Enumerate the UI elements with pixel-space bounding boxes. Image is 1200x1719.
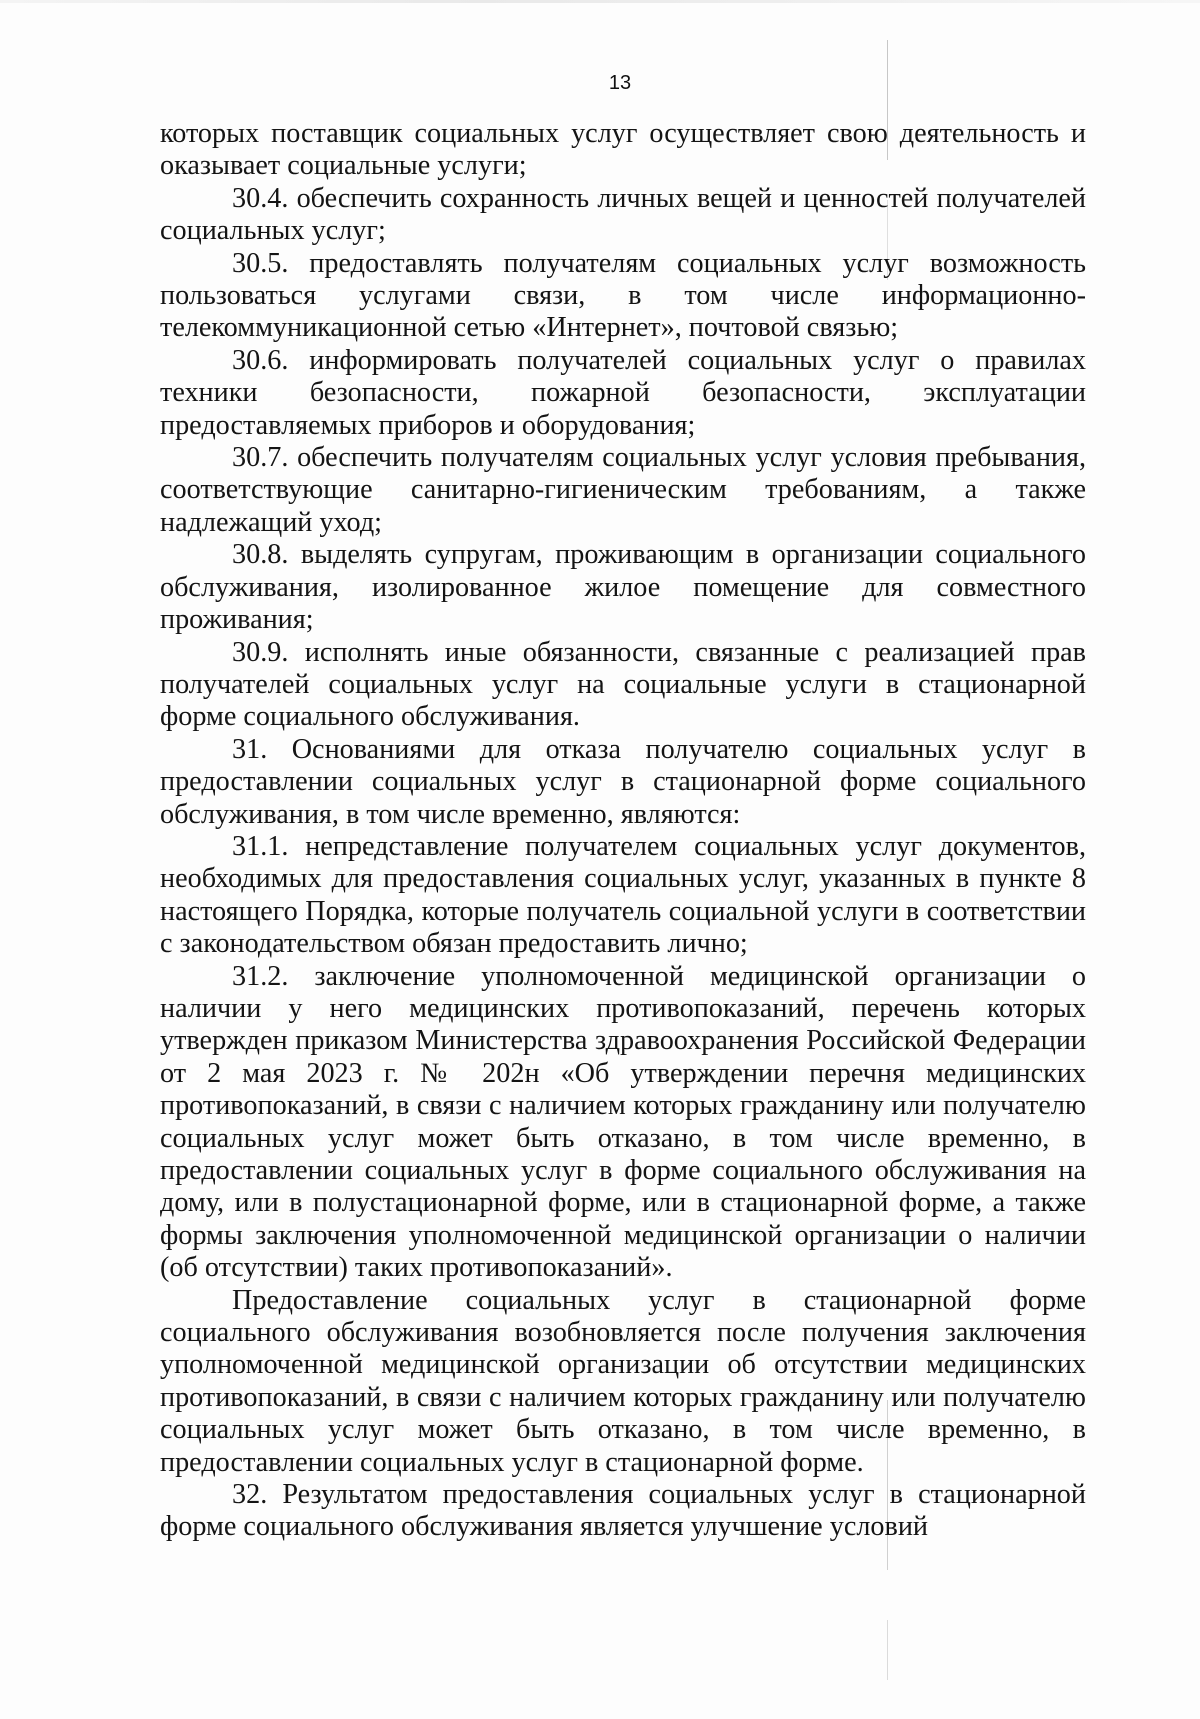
paragraph-30-6: 30.6. информировать получателей социальных услуг о правилах техники безопасности, пожарной безопасности, эксплуатации предоставляемых приборов и оборудования;	[160, 344, 1086, 441]
paragraph-31-1: 31.1. непредставление получателем социальных услуг документов, необходимых для предоставления социальных услуг, указанных в пункте 8 настоящего Порядка, которые получатель социальной услуги в соответствии с законодательством обязан предоставить лично;	[160, 830, 1086, 960]
scan-artifact-line	[887, 1620, 888, 1680]
paragraph-resumption: Предоставление социальных услуг в стационарной форме социального обслуживания возобновляется после получения заключения уполномоченной медицинской организации об отсутствии медицинских противопоказаний, в связи с наличием которых гражданину или получателю социальных услуг может быть отказано, в том числе временно, в предоставлении социальных услуг в стационарной форме.	[160, 1284, 1086, 1478]
paragraph-30-9: 30.9. исполнять иные обязанности, связанные с реализацией прав получателей социальных услуг на социальные услуги в стационарной форме социального обслуживания.	[160, 636, 1086, 733]
document-body	[160, 118, 1086, 1544]
paragraph-31-2: 31.2. заключение уполномоченной медицинской организации о наличии у него медицинских противопоказаний, перечень которых утвержден приказом Министерства здравоохранения Российской Федерации от 2 мая 2023 г. № 202н «Об утверждении перечня медицинских противопоказаний, в связи с наличием которых гражданину или получателю социальных услуг может быть отказано, в том числе временно, в предоставлении социальных услуг в форме социального обслуживания на дому, или в полустационарной форме, или в стационарной форме, а также формы заключения уполномоченной медицинской организации о наличии (об отсутствии) таких противопоказаний».	[160, 960, 1086, 1284]
paragraph-30-7: 30.7. обеспечить получателям социальных услуг условия пребывания, соответствующие санитарно-гигиеническим требованиям, а также надлежащий уход;	[160, 442, 1086, 538]
paragraph-31: 31. Основаниями для отказа получателю социальных услуг в предоставлении социальных услуг в стационарной форме социального обслуживания, в том числе временно, являются:	[160, 733, 1086, 830]
page-number: 13	[608, 72, 632, 94]
paragraph-30-4: 30.4. обеспечить сохранность личных вещей и ценностей получателей социальных услуг;	[160, 182, 1086, 247]
paragraph-30-8: 30.8. выделять супругам, проживающим в организации социального обслуживания, изолированное жилое помещение для совместного проживания;	[160, 539, 1086, 636]
paragraph-30-5: 30.5. предоставлять получателям социальных услуг возможность пользоваться услугами связи, в том числе информационно-телекоммуникационной сетью «Интернет», почтовой связью;	[160, 247, 1086, 344]
scan-top-edge	[0, 0, 1200, 3]
paragraph-32: 32. Результатом предоставления социальных услуг в стационарной форме социального обслуживания является улучшение условий	[160, 1479, 1086, 1543]
paragraph-continuation: которых поставщик социальных услуг осуществляет свою деятельность и оказывает социальные услуги;	[160, 118, 1086, 182]
